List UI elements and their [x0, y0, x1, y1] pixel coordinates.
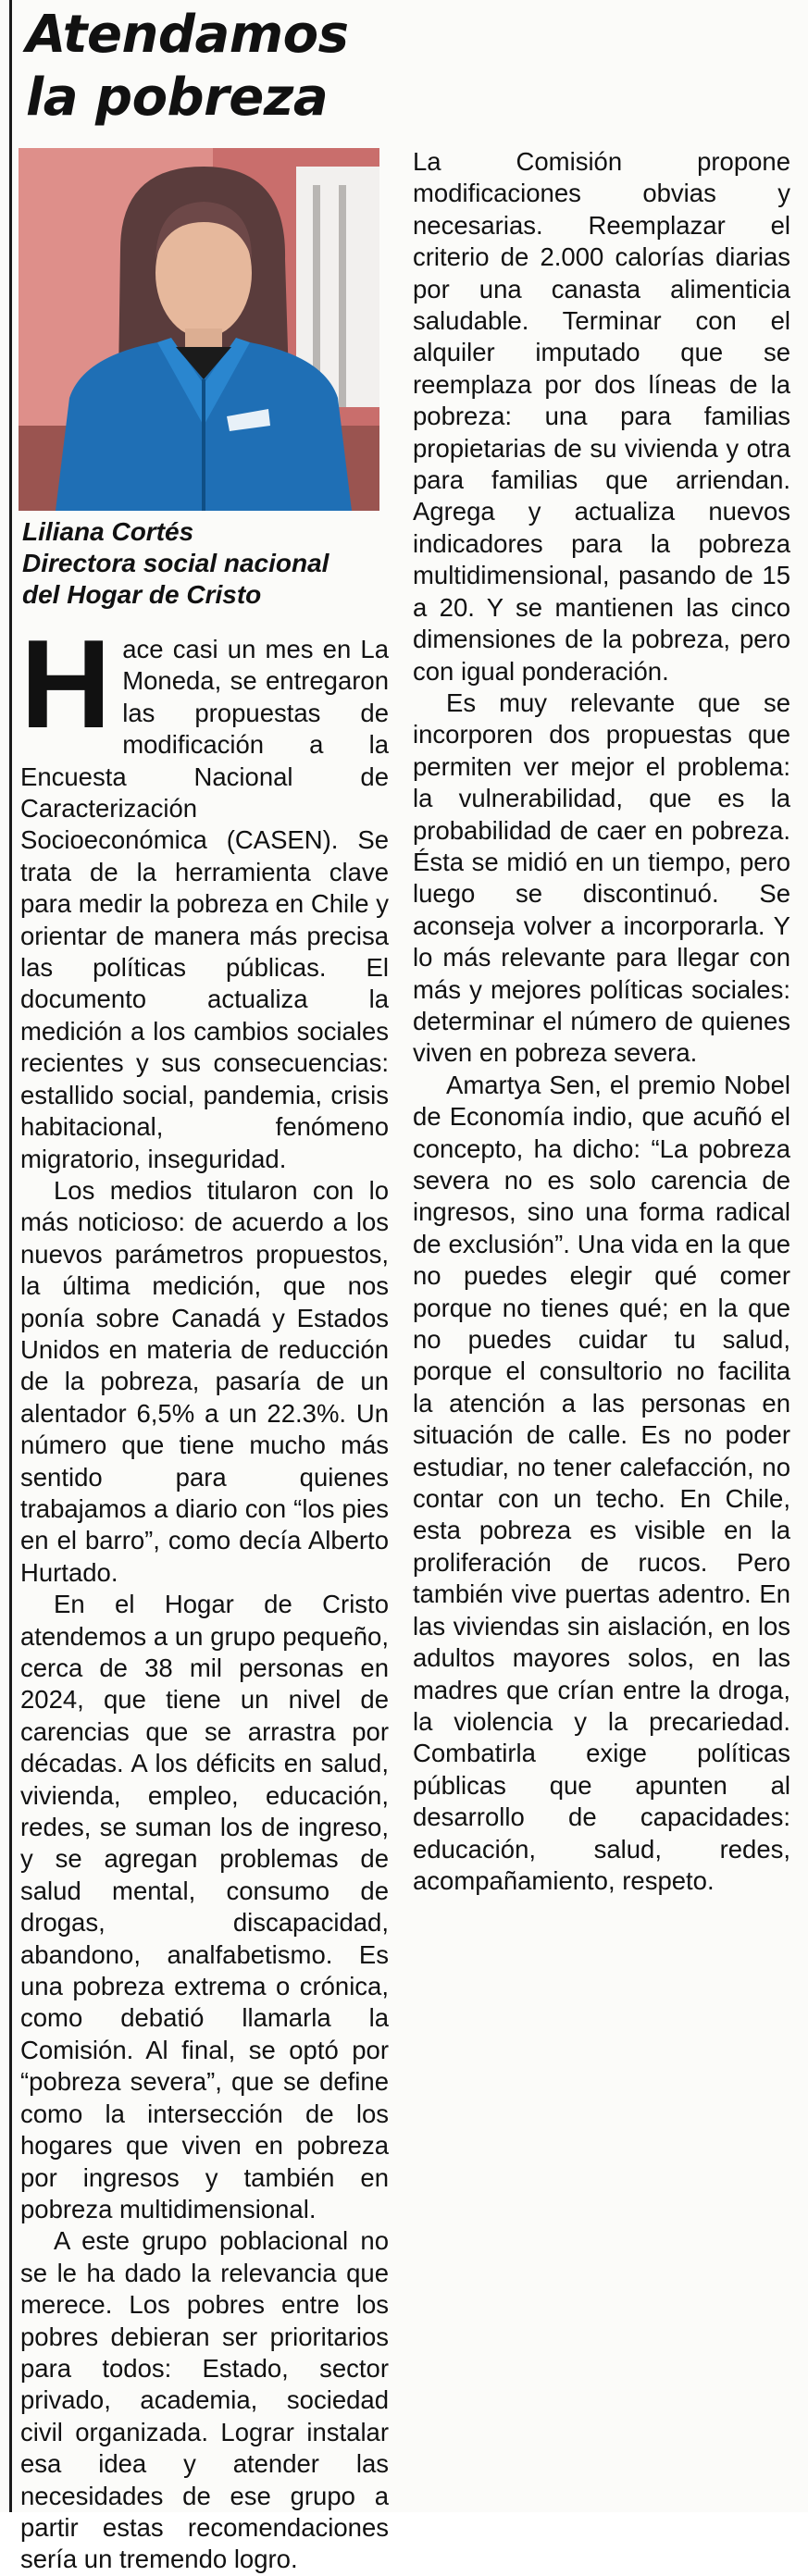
article-column-left	[20, 613, 389, 2576]
article-column-right	[413, 146, 790, 1897]
article-paragraph: Amartya Sen, el premio Nobel de Economía indio, que acuñó el concepto, ha dicho: “La pobreza severa no es solo carencia de ingresos, sino una forma radical de exclusión”. Una vida en la que no puedes elegir qué comer porque no tienes qué; en la que no puedes cuidar tu salud, porque el consultorio no facilita la atención a las personas en situación de calle. Es no poder estudiar, no tener calefacción, no contar con un techo. En Chile, esta pobreza es visible en la proliferación de rucos. Pero también vive puertas adentro. En las viviendas sin aislación, en los adultos mayores solos, en las madres que crían entre la droga, la violencia y la precariedad. Combatirla exige políticas públicas que apunten al desarrollo de capacidades: educación, salud, redes, acompañamiento, respeto.	[413, 1070, 790, 1895]
article-paragraph-text: ace casi un mes en La Moneda, se entregaron las propuestas de modificación a la Encuesta Nacional de Caracterización Socioeconómica (CASEN). Se trata de la herramienta clave para medir la pobreza en Chile y orientar de manera más precisa las políticas públicas. El documento actualiza la medición a los cambios sociales recientes y sus consecuencias: estallido social, pandemia, crisis habitacional, fenómeno migratorio, inseguridad.	[20, 635, 389, 1173]
article-paragraph: A este grupo poblacional no se le ha dado la relevancia que merece. Los pobres entre los pobres debieran ser prioritarios para todos: Estado, sector privado, academia, sociedad civil organizada. Lograr instalar esa idea y atender las necesidades de ese grupo a partir estas recomendaciones sería un tremendo logro.	[20, 2226, 389, 2574]
article-paragraph: La Comisión propone modificaciones obvias y necesarias. Reemplazar el criterio de 2.000 calorías diarias por una canasta alimenticia saludable. Terminar con el alquiler imputado que se reemplaza por dos líneas de la pobreza: una para familias propietarias de su vivienda y otra para familias que arriendan. Agrega y actualiza nuevos indicadores para la pobreza multidimensional, pasando de 15 a 20. Y se mantienen las cinco dimensiones de la pobreza, pero con igual ponderación.	[413, 147, 790, 686]
byline	[22, 516, 392, 611]
article-paragraph: Es muy relevante que se incorporen dos propuestas que permiten ver mejor el problema: la vulnerabilidad, que es la probabilidad de caer en pobreza. Ésta se midió en un tiempo, pero luego se discontinuó. Se aconseja volver a incorporarla. Y lo más relevante para llegar con más y mejores políticas sociales: determinar el número de quienes viven en pobreza severa.	[413, 687, 790, 1068]
article-paragraph	[20, 613, 389, 1175]
drop-cap: H	[20, 613, 112, 754]
page-edge-rule	[9, 0, 12, 2512]
headline: Atendamos la pobreza	[26, 5, 349, 128]
author-name: Liliana Cortés	[22, 517, 194, 546]
article-paragraph: Los medios titularon con lo más noticioso: de acuerdo a los nuevos parámetros propuestos, la última medición, que nos ponía sobre Canadá y Estados Unidos en materia de reducción de la pobreza, pasaría de un alentador 6,5% a un 22.3%. Un número que tiene mucho más sentido para quienes trabajamos a diario con “los pies en el barro”, como decía Alberto Hurtado.	[20, 1175, 389, 1587]
author-title: Directora social nacional	[22, 549, 329, 577]
author-organization: del Hogar de Cristo	[22, 580, 262, 609]
author-portrait-icon	[19, 148, 379, 511]
article-paragraph: En el Hogar de Cristo atendemos a un grupo pequeño, cerca de 38 mil personas en 2024, que tiene un nivel de carencias que se arrastra por décadas. A los déficits en salud, vivienda, empleo, educación, redes, se suman los de ingreso, y se agregan problemas de salud mental, consumo de drogas, discapacidad, abandono, analfabetismo. Es una pobreza extrema o crónica, como debatió llamarla la Comisión. Al final, se optó por “pobreza severa”, que se define como la intersección de los hogares que viven en pobreza por ingresos y también en pobreza multidimensional.	[20, 1590, 389, 2223]
